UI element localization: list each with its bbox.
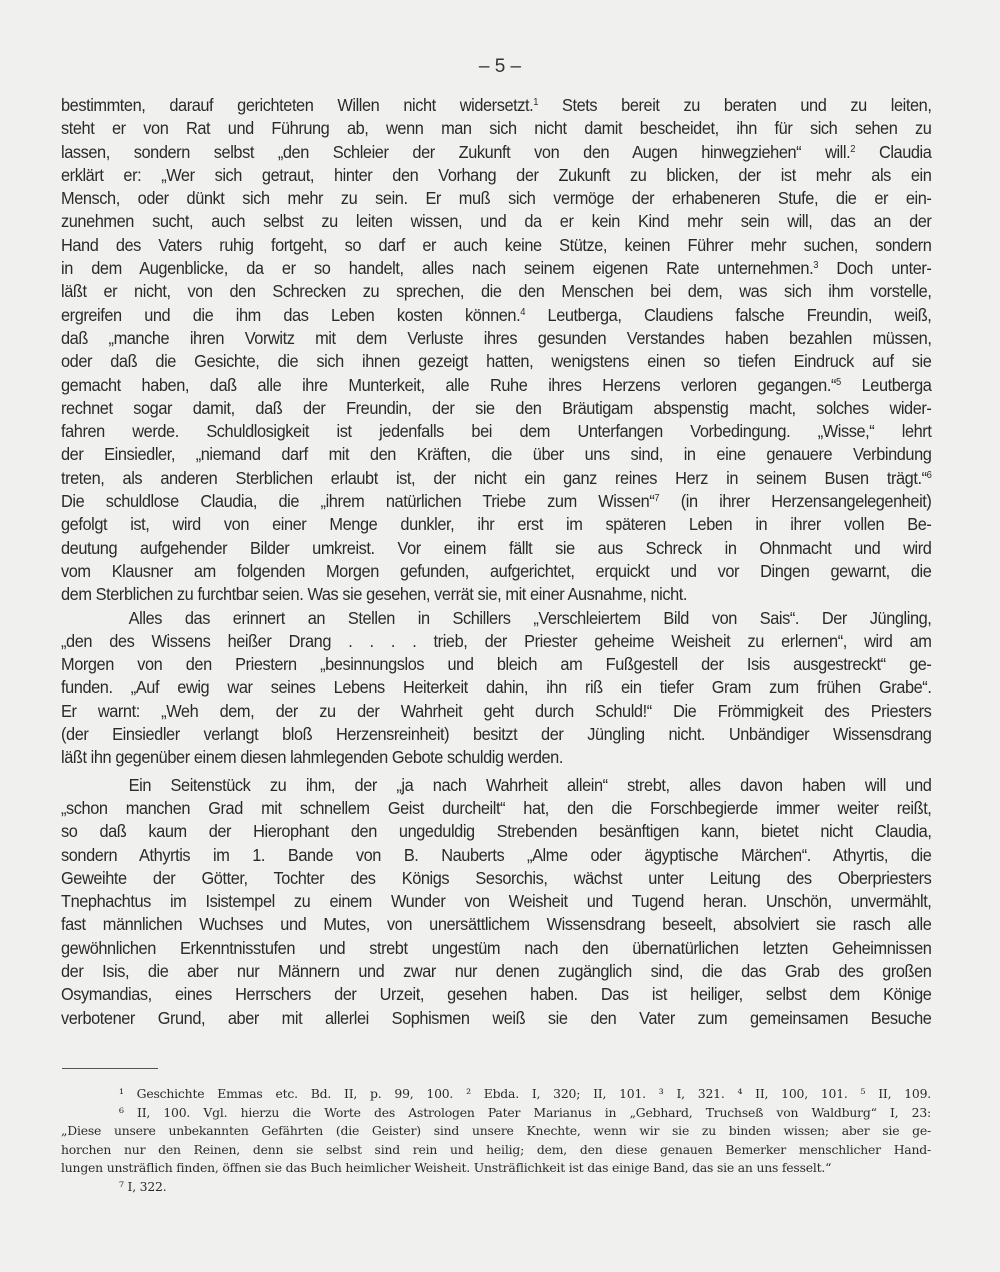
text-line: Geweihte der Götter, Tochter des Königs Sesorchis, wächst unter Leitung des Oberpriesters — [61, 867, 932, 888]
paragraph — [61, 94, 931, 607]
text-line: Tnephachtus im Isistempel zu einem Wunder von Weisheit und Tugend heran. Unschön, unvermählt, — [61, 891, 932, 912]
footnote-separator — [62, 1068, 158, 1069]
text-line: ergreifen und die ihm das Leben kosten können.$^4$ Leutberga, Claudiens falsche Freundin, weiß, — [61, 304, 932, 325]
text-line: in dem Augenblicke, da er so handelt, alles nach seinem eigenen Rate unternehmen.$^3$ Doch unter- — [61, 258, 932, 279]
text-line: rechnet sogar damit, daß der Freundin, der sie den Bräutigam abspenstig macht, solches wider- — [61, 397, 932, 418]
text-line: funden. „Auf ewig war seines Lebens Heiterkeit dahin, ihn riß ein tiefer Gram zum frühen Grabe“. — [61, 677, 932, 698]
text-line: sondern Athyrtis im 1. Bande von B. Nauberts „Alme oder ägyptische Märchen“. Athyrtis, die — [61, 844, 932, 865]
text-line: oder daß die Gesichte, die sich ihnen gezeigt hatten, wenigstens einen so tiefen Eindruck auf sie — [61, 351, 932, 372]
text-line: gewöhnlichen Erkenntnisstufen und strebt ungestüm nach den übernatürlichen letzten Geheimnissen — [61, 937, 932, 958]
text-line: vom Klausner am folgenden Morgen gefunden, aufgerichtet, erquickt und vor Dingen gewarnt, die — [61, 560, 932, 581]
footnote-line: horchen nur den Reinen, denn sie selbst sind rein und heilig; dem, den diese genauen Bemerker menschlicher Hand- — [61, 1141, 931, 1157]
text-line: steht er von Rat und Führung ab, wenn man sich nicht damit bescheidet, ihn für sich sehen zu — [61, 118, 932, 139]
text-line: Die schuldlose Claudia, die „ihrem natürlichen Triebe zum Wissen“$^7$ (in ihrer Herzensangelegenheit) — [61, 491, 932, 512]
footnote-line: lungen unsträflich finden, öffnen sie das Buch heimlicher Weisheit. Unsträflichkeit ist das einige Band, das sie an uns fesselt.“ — [61, 1160, 832, 1176]
text-line: (der Einsiedler verlangt bloß Herzensreinheit) besitzt der Jüngling nicht. Unbändiger Wissensdrang — [61, 724, 932, 745]
text-line: der Einsiedler, „niemand darf mit den Kräften, die über uns sind, in eine genauere Verbindung — [61, 444, 932, 465]
text-line: deutung aufgehender Bilder umkreist. Vor einem fällt sie aus Schreck in Ohnmacht und wird — [61, 537, 932, 558]
text-line: dem Sterblichen zu furchtbar seien. Was sie gesehen, verrät sie, mit einer Ausnahme, nicht. — [61, 584, 688, 605]
text-line: gemacht haben, daß alle ihre Munterkeit, alle Ruhe ihres Herzens verloren gegangen.“$^5$ Leutberga — [61, 374, 932, 395]
text-line: „schon manchen Grad mit schnellem Geist durcheilt“ hat, den die Forschbegierde immer weiter reißt, — [61, 797, 932, 818]
footnote-ref[interactable]: 2 — [850, 143, 856, 155]
text-line: Hand des Vaters ruhig fortgeht, so darf er auch keine Stütze, keinen Führer mehr suchen, sondern — [61, 234, 932, 255]
text-line: läßt ihn gegenüber einem diesen lahmlegenden Gebote schuldig werden. — [61, 747, 563, 768]
text-line: gefolgt ist, wird von einer Menge dunkler, ihr erst im späteren Leben in ihrer vollen Be- — [61, 514, 932, 535]
footnote-line: ⁶ II, 100. Vgl. hierzu die Worte des Astrologen Pater Marianus in „Gebhard, Truchseß von Waldburg“ I, 23: — [119, 1104, 931, 1120]
text-line: daß „manche ihren Vorwitz mit dem Verluste ihres gesunden Verstandes haben bezahlen müssen, — [61, 327, 932, 348]
footnote-ref[interactable]: 1 — [533, 97, 539, 108]
text-line: „den des Wissens heißer Drang . . . . trieb, der Priester geheime Weisheit zu erlernen“, wird am — [61, 630, 932, 651]
text-line: Ein Seitenstück zu ihm, der „ja nach Wahrheit allein“ strebt, alles davon haben will und — [128, 774, 932, 795]
text-line: verbotener Grund, aber mit allerlei Sophismen weiß sie den Vater zum gemeinsamen Besuche — [61, 1007, 932, 1028]
footnote-line: ⁷ I, 322. — [119, 1178, 167, 1194]
footnote-ref[interactable]: 5 — [836, 376, 841, 388]
footnote-ref[interactable]: 6 — [926, 469, 932, 481]
text-line: zunehmen sucht, auch selbst zu leiten wissen, und da er kein Kind mehr sein will, das an der — [61, 211, 932, 232]
text-line: Osymandias, eines Herrschers der Urzeit, gesehen haben. Das ist heiliger, selbst dem Könige — [61, 984, 932, 1005]
text-line: fahren werde. Schuldlosigkeit ist jedenfalls bei dem Unterfangen Vorbedingung. „Wisse,“ lehrt — [61, 421, 932, 442]
text-line: bestimmten, darauf gerichteten Willen nicht widersetzt.$^1$ Stets bereit zu beraten und zu leiten, — [61, 95, 932, 115]
footnote-ref[interactable]: 3 — [813, 260, 819, 272]
footnote-line: ¹ Geschichte Emmas etc. Bd. II, p. 99, 100. ² Ebda. I, 320; II, 101. ³ I, 321. ⁴ II, 100, 101. ⁵ II, 109. — [119, 1086, 931, 1101]
footnote-ref[interactable]: 4 — [520, 306, 526, 318]
page-number: – 5 – — [478, 56, 522, 77]
paragraph — [61, 607, 931, 770]
text-line: treten, als anderen Sterblichen erlaubt ist, der nicht ein ganz reines Herz in seinem Busen trägt.“$^6$ — [61, 467, 932, 488]
footnote-line: „Diese unsere unbekannten Gefährten (die Geister) sind unsere Knechte, wenn wir sie zu binden wissen; aber sie ge- — [61, 1123, 931, 1139]
text-line: der Isis, die aber nur Männern und zwar nur denen zugänglich sind, die das Grab des großen — [61, 960, 932, 981]
footnote-ref[interactable]: 7 — [654, 493, 660, 505]
body-text — [61, 94, 931, 1030]
text-line: so daß kaum der Hierophant den ungeduldig Strebenden besänftigen kann, bietet nicht Claudia, — [61, 821, 932, 842]
footnotes — [61, 1085, 931, 1197]
text-line: läßt er nicht, von den Schrecken zu sprechen, die den Menschen bei dem, was sich ihm vorstelle, — [61, 281, 932, 302]
text-line: Alles das erinnert an Stellen in Schillers „Verschleiertem Bild von Sais“. Der Jüngling, — [128, 607, 932, 628]
text-line: lassen, sondern selbst „den Schleier der Zukunft von den Augen hinwegziehen“ will.$^2$ Claudia — [61, 141, 932, 162]
text-line: fast männlichen Wuchses und Mutes, von unersättlichem Wissensdrang beseelt, absolviert sie rasch alle — [61, 914, 932, 935]
text-line: Er warnt: „Weh dem, der zu der Wahrheit geht durch Schuld!“ Die Frömmigkeit des Priesters — [61, 700, 932, 721]
text-line: Mensch, oder dünkt sich mehr zu sein. Er muß sich vermöge der erhabeneren Stufe, die er ein- — [61, 188, 932, 209]
paragraph — [61, 774, 931, 1030]
text-line: erklärt er: „Wer sich getraut, hinter den Vorhang der Zukunft zu blicken, der ist mehr als ein — [61, 164, 932, 185]
text-line: Morgen von den Priestern „besinnungslos und bleich am Fußgestell der Isis ausgestreckt“ ge- — [61, 654, 932, 675]
